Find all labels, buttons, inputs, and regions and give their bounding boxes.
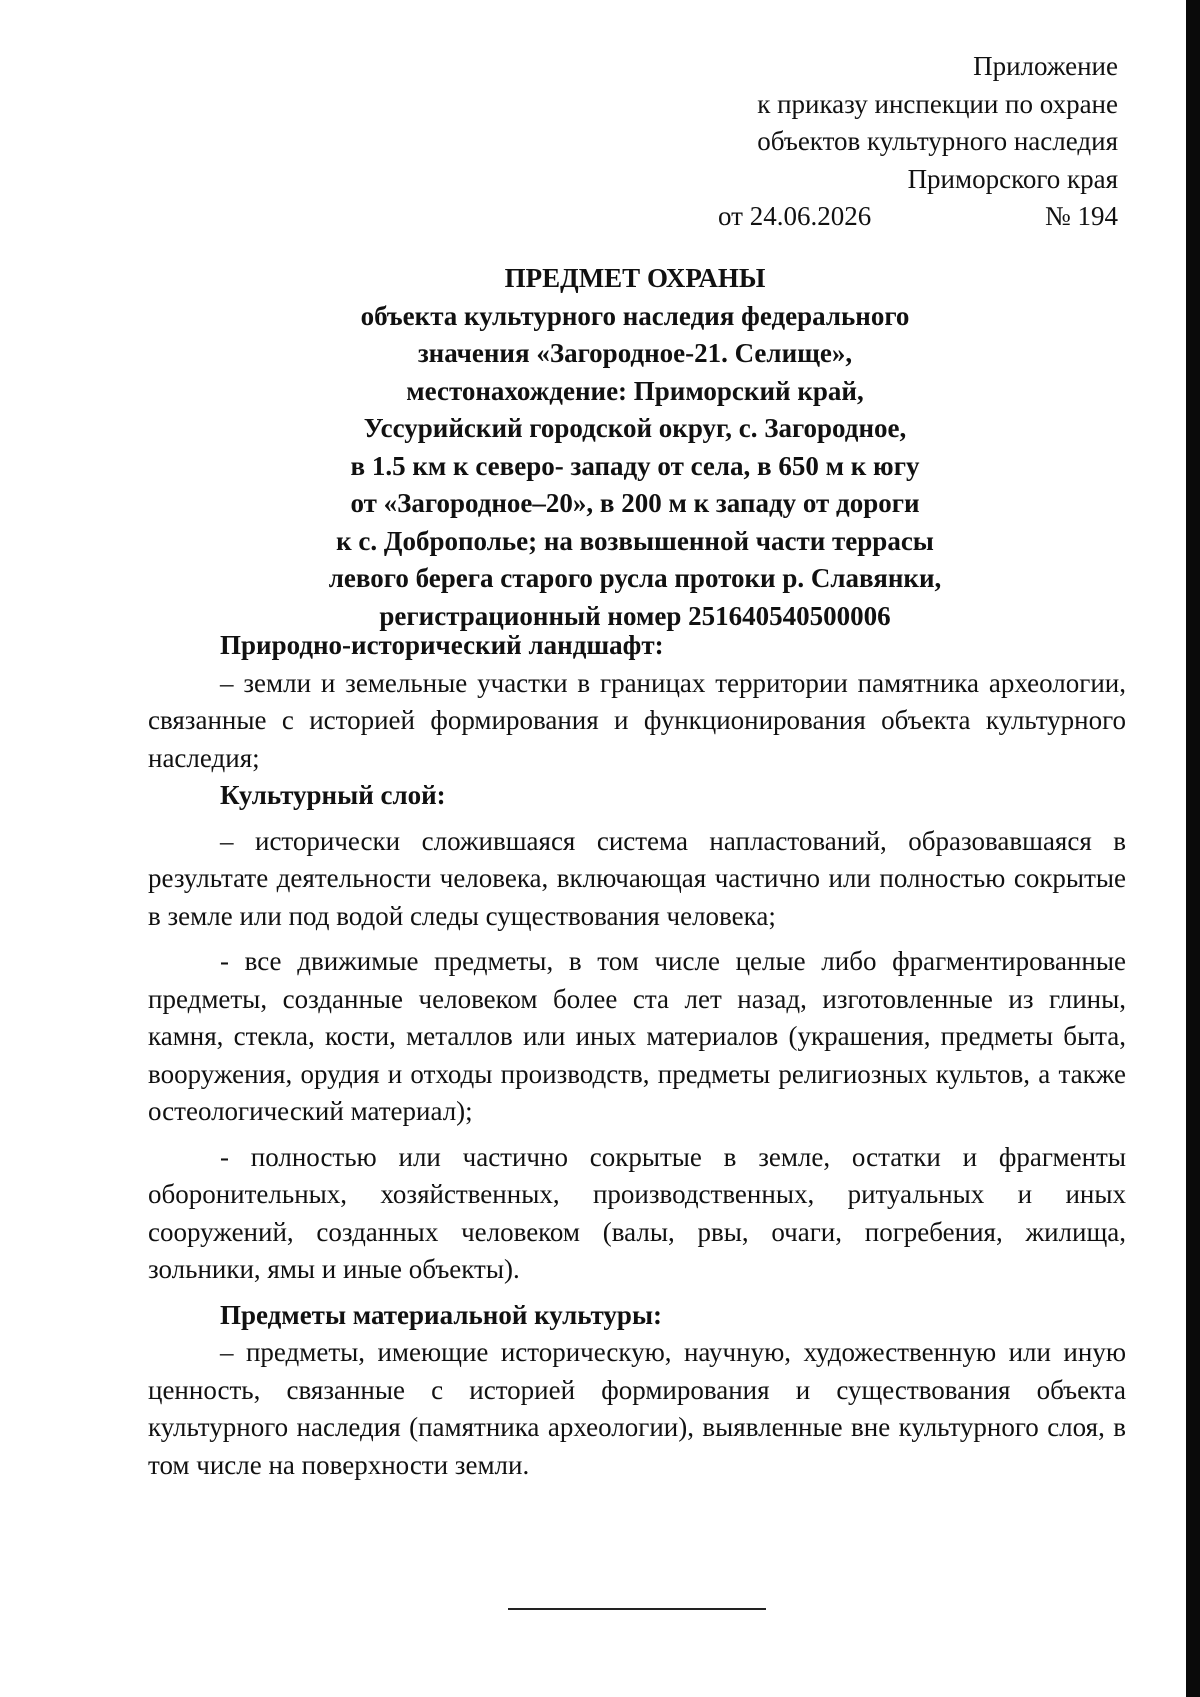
paragraph: – земли и земельные участки в границах территории памятника археологии, связанные с историей формирования и функционирования объекта культурного наследия;	[148, 667, 1126, 773]
title-line: к с. Доброполье; на возвышенной части террасы	[336, 525, 934, 556]
scan-edge-bar	[1186, 0, 1200, 1697]
section-heading-layer: Культурный слой:	[220, 780, 446, 810]
appendix-block	[718, 48, 1118, 236]
paragraph: - полностью или частично сокрытые в земле, остатки и фрагменты оборонительных, хозяйственных, производственных, ритуальных и иных сооружений, созданных человеком (валы, рвы, очаги, погребения, жилища, зольники, ямы и иные объекты).	[148, 1141, 1126, 1284]
appendix-line: Приложение	[973, 51, 1118, 81]
section-heading-landscape: Природно-исторический ландшафт:	[220, 630, 664, 660]
title-line: регистрационный номер 251640540500006	[379, 600, 891, 631]
appendix-line: объектов культурного наследия	[757, 126, 1118, 156]
section-heading-material: Предметы материальной культуры:	[220, 1299, 663, 1330]
title-line: от «Загородное–20», в 200 м к западу от дороги	[350, 488, 920, 518]
document-body	[148, 627, 1126, 1484]
order-date: от 24.06.2026	[718, 201, 872, 231]
paragraph: - все движимые предметы, в том числе целые либо фрагментированные предметы, созданные человеком более ста лет назад, изготовленные из глины, камня, стекла, кости, металлов или иных материалов (украшения, предметы быта, вооружения, орудия и отходы производств, предметы религиозных культов, а также остеологический материал);	[148, 946, 1126, 1126]
title-line: объекта культурного наследия федерального	[360, 300, 910, 331]
appendix-line: к приказу инспекции по охране	[757, 88, 1118, 119]
document-title	[0, 260, 1200, 635]
title-line: левого берега старого русла протоки р. Славянки,	[328, 563, 942, 593]
title-line: местонахождение: Приморский край,	[406, 375, 864, 406]
title-line: в 1.5 км к северо- западу от села, в 650 м к югу	[350, 450, 920, 481]
title-line: значения «Загородное-21. Селище»,	[417, 338, 853, 368]
end-divider	[508, 1608, 766, 1610]
order-date-line	[718, 198, 1118, 236]
title-heading: ПРЕДМЕТ ОХРАНЫ	[504, 263, 766, 293]
paragraph: – исторически сложившаяся система напластований, образовавшаяся в результате деятельности человека, включающая частично или полностью сокрытые в земле или под водой следы существования человека;	[148, 825, 1126, 931]
appendix-line: Приморского края	[907, 163, 1118, 194]
paragraph: – предметы, имеющие историческую, научную, художественную или иную ценность, связанные с историей формирования и существования объекта культурного наследия (памятника археологии), выявленные вне культурного слоя, в том числе на поверхности земли.	[148, 1337, 1126, 1480]
order-number: № 194	[1044, 201, 1118, 231]
title-line: Уссурийский городской округ, с. Загородное,	[363, 413, 907, 443]
